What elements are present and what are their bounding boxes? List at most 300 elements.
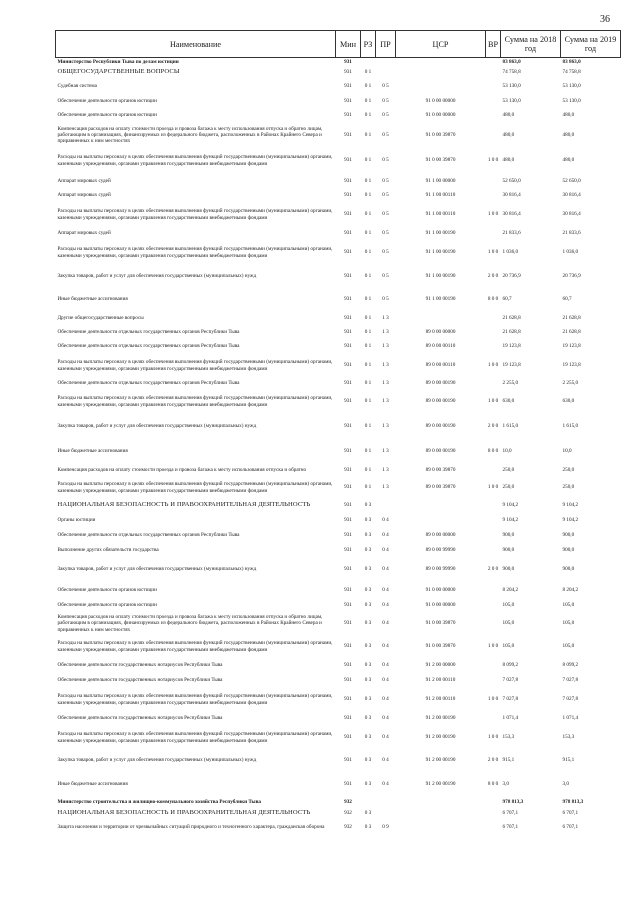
row-sum-2019: 105,0	[562, 643, 575, 650]
row-csr: 91 0 00 00000	[425, 97, 456, 104]
row-min: 931	[344, 380, 352, 387]
row-pr: 0 5	[382, 249, 389, 256]
row-name: Расходы на выплаты персоналу в целях обеспечения выполнения функций государственными (муниципальными) органами, казенными учреждениями, органами управления государственными внебюджетными фондами	[57, 208, 333, 221]
row-rz	[361, 58, 376, 66]
row-sum-2019: 2 255,0	[562, 380, 579, 387]
row-pr: 1 3	[382, 380, 389, 387]
row-min: 931	[344, 314, 352, 321]
row-vr	[486, 514, 501, 528]
row-sum-2018: 1 615,0	[502, 423, 519, 430]
row-min: 931	[344, 734, 352, 741]
row-sum-2019: 480,0	[562, 131, 575, 138]
table-row	[56, 820, 621, 836]
row-vr	[486, 326, 501, 340]
row-rz	[361, 798, 376, 808]
row-vr	[486, 808, 501, 820]
header-name: Наименование	[56, 31, 336, 58]
table-row	[56, 66, 621, 80]
row-rz: 0 1	[364, 192, 372, 199]
row-rz: 0 1	[364, 249, 372, 256]
row-vr: 1 0 0	[487, 484, 499, 491]
row-sum-2019: 21 833,6	[562, 230, 581, 237]
row-sum-2018: 21 833,6	[502, 230, 521, 237]
row-min: 931	[344, 192, 352, 199]
row-name: Расходы на выплаты персоналу в целях обеспечения выполнения функций государственными (муниципальными) органами, казенными учреждениями, органами управления государственными внебюджетными фондами	[57, 359, 333, 372]
table-row	[56, 80, 621, 94]
row-csr: 89 0 00 00000	[425, 329, 456, 336]
row-csr	[396, 498, 486, 514]
row-csr	[396, 798, 486, 808]
row-vr: 2 0 0	[487, 273, 499, 280]
row-min: 931	[344, 362, 352, 369]
row-csr: 89 0 00 00110	[425, 343, 456, 350]
row-csr: 89 0 00 00190	[425, 380, 456, 387]
row-sum-2019: 30 816,4	[562, 192, 581, 199]
table-row	[56, 241, 621, 265]
row-csr: 91 2 00 00000	[425, 662, 456, 669]
row-rz: 0 1	[364, 398, 372, 405]
table-row	[56, 658, 621, 674]
row-sum-2019: 7 027,8	[562, 696, 579, 703]
table-row	[56, 414, 621, 440]
row-pr: 0 4	[382, 643, 389, 650]
row-min: 931	[344, 131, 352, 138]
row-rz: 0 3	[364, 566, 372, 573]
row-min: 931	[344, 58, 352, 65]
row-vr	[486, 123, 501, 148]
row-vr: 8 0 0	[487, 448, 499, 455]
table-row	[56, 674, 621, 688]
row-csr: 89 0 00 00190	[425, 423, 456, 430]
row-name: Расходы на выплаты персоналу в целях обеспечения выполнения функций государственными (муниципальными) органами, казенными учреждениями, органами управления государственными внебюджетными фондами	[57, 731, 333, 744]
table-row	[56, 558, 621, 582]
row-vr	[486, 498, 501, 514]
row-sum-2018: 8 099,2	[502, 662, 519, 669]
row-vr: 1 0 0	[487, 157, 499, 164]
table-row	[56, 326, 621, 340]
row-csr: 89 0 00 99990	[425, 566, 456, 573]
row-csr: 91 1 00 00190	[425, 230, 456, 237]
row-vr: 1 0 0	[487, 643, 499, 650]
row-sum-2018: 3,0	[502, 781, 509, 788]
row-sum-2018: 9 104,2	[502, 502, 519, 509]
row-sum-2018: 900,0	[502, 532, 515, 539]
row-rz: 0 3	[364, 757, 372, 764]
table-row	[56, 378, 621, 390]
row-sum-2019: 1 615,0	[562, 423, 579, 430]
row-pr: 0 5	[382, 157, 389, 164]
row-sum-2019: 900,0	[562, 566, 575, 573]
row-rz: 0 3	[364, 781, 372, 788]
row-vr	[486, 80, 501, 94]
row-csr	[396, 311, 486, 326]
row-pr: 0 4	[382, 757, 389, 764]
row-min: 932	[344, 824, 352, 831]
row-sum-2019: 53 130,0	[562, 97, 581, 104]
table-row	[56, 726, 621, 750]
row-sum-2019: 21 628,8	[562, 329, 581, 336]
row-rz: 0 3	[364, 734, 372, 741]
row-sum-2019: 900,0	[562, 532, 575, 539]
row-name: Иные бюджетные ассигнования	[57, 296, 128, 303]
header-csr: ЦСР	[396, 31, 486, 58]
row-sum-2018: 19 123,8	[502, 343, 521, 350]
row-pr: 0 5	[382, 177, 389, 184]
row-min: 931	[344, 157, 352, 164]
row-vr: 1 0 0	[487, 398, 499, 405]
row-name: Обеспечение деятельности государственных нотариусов Республики Тыва	[57, 662, 223, 669]
row-pr: 1 3	[382, 448, 389, 455]
row-name: Иные бюджетные ассигнования	[57, 781, 128, 788]
row-pr: 0 4	[382, 602, 389, 609]
header-sum-2019: Сумма на 2019 год	[561, 31, 621, 58]
row-min: 931	[344, 273, 352, 280]
row-sum-2019: 19 123,8	[562, 343, 581, 350]
header-rz: РЗ	[361, 31, 376, 58]
row-vr: 1 0 0	[487, 696, 499, 703]
row-min: 931	[344, 566, 352, 573]
row-sum-2018: 6 707,1	[502, 824, 519, 831]
row-rz: 0 1	[364, 362, 372, 369]
row-pr: 0 4	[382, 662, 389, 669]
row-sum-2018: 480,0	[502, 112, 515, 119]
row-min: 931	[344, 662, 352, 669]
row-name: Обеспечение деятельности отдельных государственных органов Республики Тыва	[57, 329, 240, 336]
row-name: Компенсация расходов на оплату стоимости проезда и провоза багажа к месту использования отпуска и обратно лицам, работающим в организациях, финансируемых из федерального бюджета, расположенных в Районах Крайнего Севера и приравненных к ним местностях	[57, 614, 323, 633]
row-pr: 1 3	[382, 343, 389, 350]
row-pr: 0 5	[382, 273, 389, 280]
row-vr: 8 0 0	[487, 296, 499, 303]
row-rz: 0 1	[364, 467, 372, 474]
row-rz: 0 1	[364, 69, 372, 76]
row-csr: 91 1 00 00000	[425, 177, 456, 184]
row-pr: 0 5	[382, 230, 389, 237]
row-pr: 0 4	[382, 734, 389, 741]
row-pr: 0 5	[382, 296, 389, 303]
table-row	[56, 58, 621, 66]
table-row	[56, 798, 621, 808]
row-min: 931	[344, 532, 352, 539]
row-vr	[486, 378, 501, 390]
row-min: 932	[344, 810, 352, 817]
row-csr: 91 1 00 00190	[425, 249, 456, 256]
row-csr: 91 0 00 00000	[425, 587, 456, 594]
table-row	[56, 289, 621, 311]
table-row	[56, 498, 621, 514]
row-name: Закупка товаров, работ и услуг для обеспечения государственных (муниципальных) нужд	[57, 566, 257, 573]
row-min: 931	[344, 112, 352, 119]
row-vr	[486, 94, 501, 109]
row-pr: 0 4	[382, 696, 389, 703]
row-min: 931	[344, 230, 352, 237]
row-vr	[486, 674, 501, 688]
row-sum-2019: 9 104,2	[562, 502, 579, 509]
row-min: 931	[344, 398, 352, 405]
row-sum-2019: 480,0	[562, 157, 575, 164]
row-sum-2019: 21 628,8	[562, 314, 581, 321]
row-sum-2018: 21 628,8	[502, 314, 521, 321]
row-name: Выполнение других обязательств государства	[57, 547, 159, 554]
row-min: 931	[344, 249, 352, 256]
row-min: 931	[344, 643, 352, 650]
table-row	[56, 227, 621, 241]
table-row	[56, 478, 621, 498]
header-sum-2018: Сумма на 2018 год	[501, 31, 561, 58]
row-pr	[376, 66, 396, 80]
row-sum-2018: 978 813,3	[502, 799, 524, 806]
row-vr: 8 0 0	[487, 781, 499, 788]
row-vr	[486, 798, 501, 808]
row-sum-2019: 60,7	[562, 296, 572, 303]
row-name: Закупка товаров, работ и услуг для обеспечения государственных (муниципальных) нужд	[57, 423, 257, 430]
row-min: 932	[344, 799, 352, 806]
row-vr	[486, 311, 501, 326]
row-sum-2018: 153,3	[502, 734, 515, 741]
row-name: Расходы на выплаты персоналу в целях обеспечения выполнения функций государственными (муниципальными) органами, казенными учреждениями, органами управления государственными внебюджетными фондами	[57, 246, 333, 259]
row-min: 931	[344, 517, 352, 524]
row-pr: 0 5	[382, 131, 389, 138]
row-name: Обеспечение деятельности государственных нотариусов Республики Тыва	[57, 715, 223, 722]
row-vr	[486, 582, 501, 600]
row-name: Обеспечение деятельности отдельных государственных органов Республики Тыва	[57, 380, 240, 387]
row-sum-2018: 7 027,8	[502, 696, 519, 703]
row-sum-2018: 8 204,2	[502, 587, 519, 594]
row-csr: 91 1 00 00110	[425, 211, 456, 218]
row-csr: 91 2 00 00110	[425, 677, 456, 684]
row-rz: 0 1	[364, 380, 372, 387]
row-sum-2019: 30 816,4	[562, 211, 581, 218]
row-sum-2018: 30 816,4	[502, 192, 521, 199]
row-csr: 91 2 00 00190	[425, 734, 456, 741]
row-csr: 91 2 00 00190	[425, 757, 456, 764]
row-pr: 0 9	[382, 824, 389, 831]
row-sum-2019: 6 707,1	[562, 824, 579, 831]
row-csr	[396, 58, 486, 66]
row-sum-2018: 20 736,9	[502, 273, 521, 280]
row-rz: 0 1	[364, 273, 372, 280]
table-row	[56, 688, 621, 712]
row-sum-2019: 6 707,1	[562, 810, 579, 817]
row-pr: 1 3	[382, 329, 389, 336]
row-min: 931	[344, 423, 352, 430]
table-row	[56, 750, 621, 772]
row-sum-2018: 60,7	[502, 296, 512, 303]
row-csr: 91 0 00 39870	[425, 643, 456, 650]
row-name: Защита населения и территории от чрезвычайных ситуаций природного и техногенного характера, гражданская оборона	[57, 824, 325, 831]
row-sum-2018: 7 027,8	[502, 677, 519, 684]
header-min: Мин	[336, 31, 361, 58]
row-sum-2018: 105,0	[502, 602, 515, 609]
row-vr	[486, 528, 501, 544]
row-sum-2019: 153,3	[562, 734, 575, 741]
row-min: 931	[344, 211, 352, 218]
row-rz: 0 1	[364, 484, 372, 491]
row-csr: 91 1 00 00190	[425, 296, 456, 303]
row-pr	[376, 498, 396, 514]
row-min: 931	[344, 69, 352, 76]
row-pr: 0 4	[382, 566, 389, 573]
table-row	[56, 712, 621, 726]
row-name: Расходы на выплаты персоналу в целях обеспечения выполнения функций государственными (муниципальными) органами, казенными учреждениями, органами управления государственными внебюджетными фондами	[57, 395, 333, 408]
table-row	[56, 123, 621, 148]
row-rz: 0 3	[364, 547, 372, 554]
row-name: Обеспечение деятельности органов юстиции	[57, 112, 157, 119]
row-rz: 0 3	[364, 662, 372, 669]
row-min: 931	[344, 677, 352, 684]
row-vr: 2 0 0	[487, 566, 499, 573]
row-name: НАЦИОНАЛЬНАЯ БЕЗОПАСНОСТЬ И ПРАВООХРАНИТЕЛЬНАЯ ДЕЯТЕЛЬНОСТЬ	[57, 809, 311, 817]
row-sum-2018: 19 123,8	[502, 362, 521, 369]
row-name: ОБЩЕГОСУДАРСТВЕННЫЕ ВОПРОСЫ	[57, 68, 180, 76]
row-pr: 0 5	[382, 83, 389, 90]
row-vr: 2 0 0	[487, 757, 499, 764]
row-csr	[396, 808, 486, 820]
row-sum-2019: 10,0	[562, 448, 572, 455]
row-vr	[486, 464, 501, 478]
row-rz: 0 3	[364, 643, 372, 650]
row-rz: 0 1	[364, 157, 372, 164]
row-pr: 1 3	[382, 362, 389, 369]
row-sum-2018: 83 863,0	[502, 58, 521, 65]
row-csr: 91 0 00 39870	[425, 157, 456, 164]
row-pr: 0 4	[382, 532, 389, 539]
row-rz: 0 1	[364, 314, 372, 321]
row-name: Закупка товаров, работ и услуг для обеспечения государственных (муниципальных) нужд	[57, 273, 257, 280]
row-sum-2018: 630,0	[502, 398, 515, 405]
row-name: Обеспечение деятельности отдельных государственных органов Республики Тыва	[57, 343, 240, 350]
row-sum-2019: 105,0	[562, 602, 575, 609]
row-sum-2019: 105,0	[562, 620, 575, 627]
row-name: Обеспечение деятельности органов юстиции	[57, 97, 157, 104]
row-sum-2019: 480,0	[562, 112, 575, 119]
row-pr: 1 3	[382, 314, 389, 321]
row-sum-2018: 480,0	[502, 157, 515, 164]
row-csr: 89 0 00 39870	[425, 484, 456, 491]
row-sum-2019: 9 104,2	[562, 517, 579, 524]
row-rz: 0 1	[364, 131, 372, 138]
row-csr: 91 0 00 00000	[425, 112, 456, 119]
row-name: НАЦИОНАЛЬНАЯ БЕЗОПАСНОСТЬ И ПРАВООХРАНИТЕЛЬНАЯ ДЕЯТЕЛЬНОСТЬ	[57, 501, 311, 509]
row-rz: 0 3	[364, 602, 372, 609]
row-pr: 0 4	[382, 781, 389, 788]
row-csr: 89 0 00 39870	[425, 467, 456, 474]
row-vr: 1 0 0	[487, 734, 499, 741]
row-rz: 0 1	[364, 83, 372, 90]
row-csr: 91 0 00 00000	[425, 602, 456, 609]
row-csr	[396, 80, 486, 94]
table-row	[56, 636, 621, 658]
row-name: Расходы на выплаты персоналу в целях обеспечения выполнения функций государственными (муниципальными) органами, казенными учреждениями, органами управления государственными внебюджетными фондами	[57, 640, 333, 653]
row-pr	[376, 58, 396, 66]
table-row	[56, 464, 621, 478]
row-name: Обеспечение деятельности государственных нотариусов Республики Тыва	[57, 677, 223, 684]
row-vr: 1 0 0	[487, 249, 499, 256]
table-row	[56, 514, 621, 528]
row-min: 931	[344, 448, 352, 455]
row-rz: 0 1	[364, 423, 372, 430]
table-row	[56, 612, 621, 636]
row-csr: 91 0 00 39870	[425, 131, 456, 138]
row-sum-2018: 250,0	[502, 484, 515, 491]
row-sum-2019: 915,1	[562, 757, 575, 764]
row-rz: 0 1	[364, 177, 372, 184]
row-sum-2019: 900,0	[562, 547, 575, 554]
row-csr: 91 1 00 00190	[425, 273, 456, 280]
row-rz: 0 3	[364, 532, 372, 539]
row-sum-2019: 53 130,0	[562, 83, 581, 90]
table-row	[56, 189, 621, 203]
table-row	[56, 340, 621, 354]
row-csr: 89 0 00 00190	[425, 448, 456, 455]
table-row	[56, 440, 621, 464]
row-rz: 0 3	[364, 677, 372, 684]
row-rz: 0 3	[364, 620, 372, 627]
row-sum-2019: 1 036,0	[562, 249, 579, 256]
row-rz: 0 1	[364, 329, 372, 336]
row-min: 931	[344, 781, 352, 788]
row-rz: 0 3	[364, 715, 372, 722]
row-sum-2019: 7 027,8	[562, 677, 579, 684]
row-vr	[486, 658, 501, 674]
row-rz: 0 3	[364, 824, 372, 831]
row-pr: 1 3	[382, 484, 389, 491]
row-name: Другие общегосударственные вопросы	[57, 314, 144, 321]
row-name: Обеспечение деятельности органов юстиции	[57, 587, 157, 594]
row-sum-2018: 9 104,2	[502, 517, 519, 524]
row-min: 931	[344, 547, 352, 554]
row-vr	[486, 820, 501, 836]
row-sum-2019: 20 736,9	[562, 273, 581, 280]
row-min: 931	[344, 343, 352, 350]
row-csr: 91 0 00 39870	[425, 620, 456, 627]
row-vr: 1 0 0	[487, 211, 499, 218]
row-min: 931	[344, 97, 352, 104]
row-csr: 89 0 00 00110	[425, 362, 456, 369]
row-sum-2018: 105,0	[502, 620, 515, 627]
row-vr	[486, 189, 501, 203]
row-pr: 0 4	[382, 715, 389, 722]
table-row	[56, 582, 621, 600]
row-sum-2019: 250,0	[562, 467, 575, 474]
table-row	[56, 528, 621, 544]
table-row	[56, 544, 621, 558]
row-pr: 0 5	[382, 97, 389, 104]
row-min: 931	[344, 502, 352, 509]
row-sum-2018: 915,1	[502, 757, 515, 764]
table-row	[56, 390, 621, 414]
row-sum-2018: 74 758,8	[502, 69, 521, 76]
row-sum-2019: 8 204,2	[562, 587, 579, 594]
row-sum-2018: 1 036,0	[502, 249, 519, 256]
table-row	[56, 808, 621, 820]
row-name: Компенсация расходов на оплату стоимости проезда и провоза багажа к месту использования отпуска и обратно	[57, 467, 307, 474]
row-pr: 0 5	[382, 192, 389, 199]
row-min: 931	[344, 696, 352, 703]
row-sum-2018: 53 130,0	[502, 83, 521, 90]
row-csr: 91 2 00 00110	[425, 696, 456, 703]
row-vr	[486, 340, 501, 354]
row-pr: 0 4	[382, 587, 389, 594]
row-sum-2018: 1 071,4	[502, 715, 519, 722]
row-csr	[396, 514, 486, 528]
row-min: 931	[344, 83, 352, 90]
row-min: 931	[344, 620, 352, 627]
page-number: 36	[600, 14, 610, 25]
row-name: Министерство строительства и жилищно-коммунального хозяйства Республики Тыва	[57, 799, 261, 806]
row-vr: 2 0 0	[487, 423, 499, 430]
table-row	[56, 265, 621, 289]
row-vr	[486, 66, 501, 80]
